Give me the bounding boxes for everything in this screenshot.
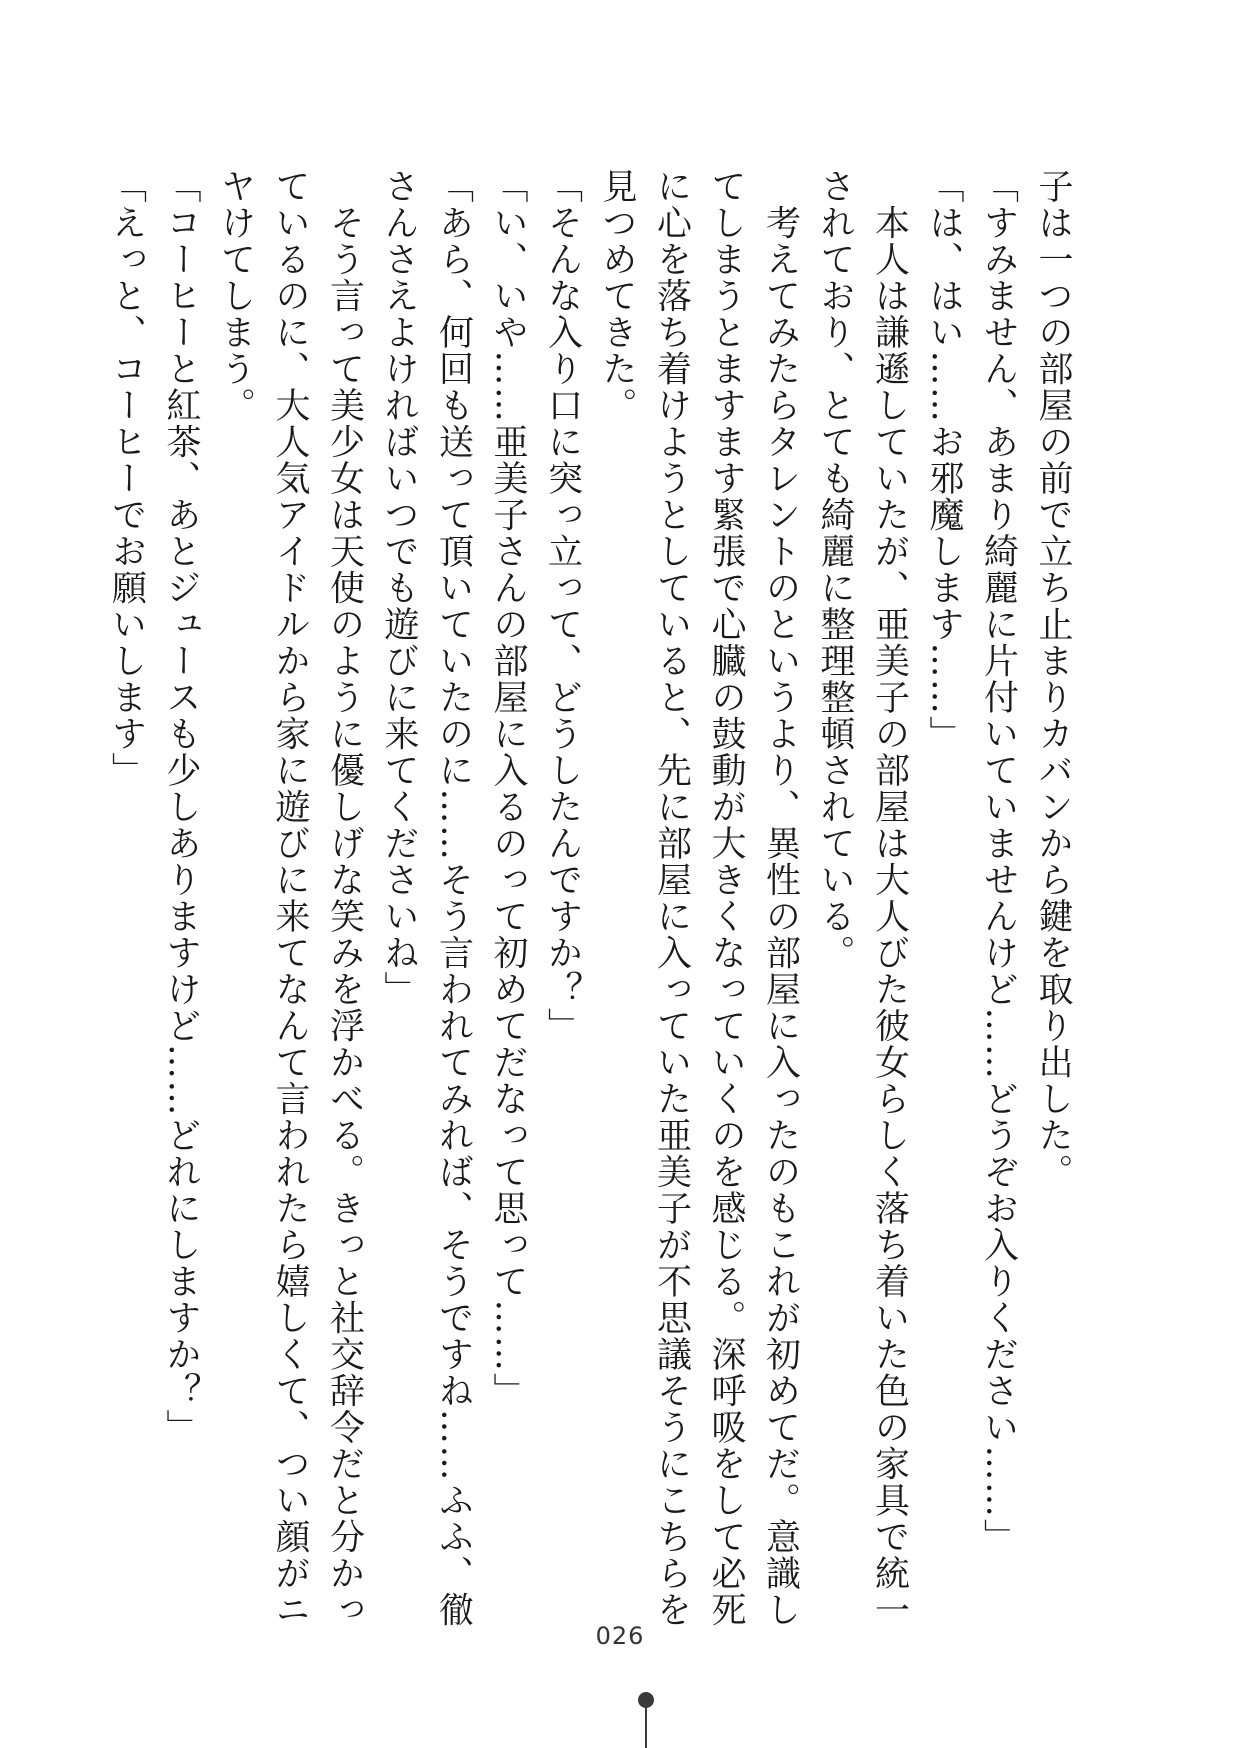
text-line: 「い、いや……亜美子さんの部屋に入るのって初めてだなって思って……」 xyxy=(488,168,528,1409)
text-line: 「すみません、あまり綺麗に片付いていませんけど……どうぞお入りください……」 xyxy=(978,168,1019,1555)
text-line: 「は、はい……お邪魔します……」 xyxy=(924,168,964,752)
text-line: ヤけてしまう。 xyxy=(215,168,256,424)
text-line: 「コーヒーと紅茶、あとジュースも少しありますけど……どれにしますか？」 xyxy=(161,168,201,1446)
text-line: 見つめてきた。 xyxy=(597,168,637,424)
text-line: に心を落ち着けようとしていると、先に部屋に入っていた亜美子が不思議そうにこちらを xyxy=(651,168,692,1628)
text-line: 子は一つの部屋の前で立ち止まりカバンから鍵を取り出した。 xyxy=(1033,168,1073,1190)
text-line: そう言って美少女は天使のように優しげな笑みを浮かべる。きっと社交辞令だと分かっ xyxy=(324,168,365,1628)
text-line: 「えっと、コーヒーでお願いします」 xyxy=(106,168,147,789)
vertical-text-block xyxy=(106,168,1080,1628)
text-line: 「あら、何回も送って頂いていたのに……そう言われてみれば、そうですね……ふふ、徹 xyxy=(433,168,474,1628)
page-marker-line xyxy=(645,1706,647,1748)
text-line: されており、とても綺麗に整理整頓されている。 xyxy=(815,168,855,971)
text-line: さんさえよければいつでも遊びに来てくださいね」 xyxy=(379,168,419,1008)
page-number: 026 xyxy=(595,1622,645,1650)
text-line: 考えてみたらタレントのというより、異性の部屋に入ったのもこれが初めてだ。意識し xyxy=(760,168,801,1628)
text-line: ているのに、大人気アイドルから家に遊びに来てなんて言われたら嬉しくて、つい顔がニ xyxy=(270,168,310,1628)
text-line: 「そんな入り口に突っ立って、どうしたんですか？」 xyxy=(542,168,583,1044)
text-line: てしまうとますます緊張で心臓の鼓動が大きくなっていくのを感じる。深呼吸をして必死 xyxy=(706,168,746,1628)
text-line: 本人は謙遜していたが、亜美子の部屋は大人びた彼女らしく落ち着いた色の家具で統一 xyxy=(869,168,910,1628)
